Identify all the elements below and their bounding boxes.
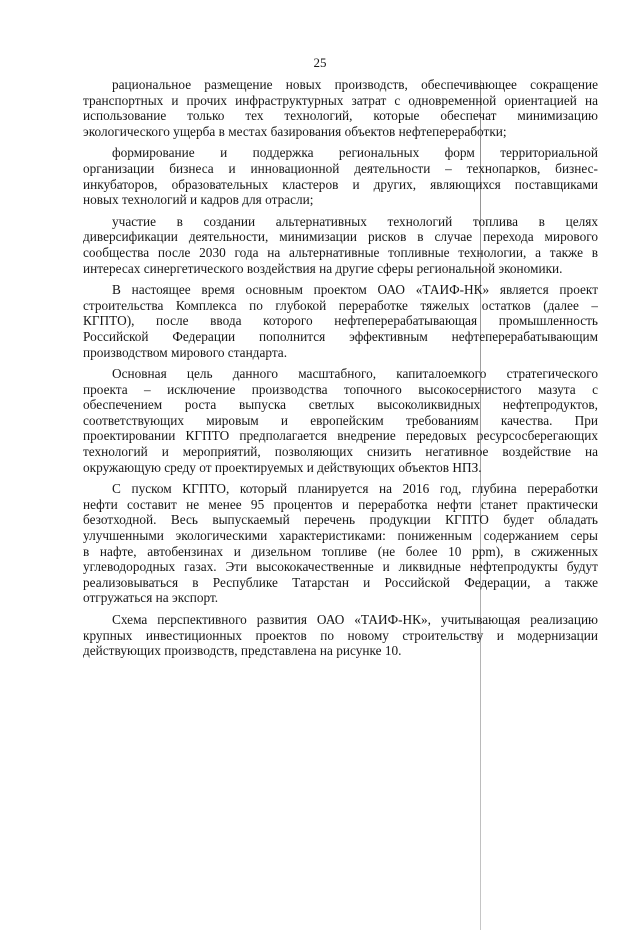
page-number: 25 (313, 55, 327, 70)
text-line: действующих производств, представлена на рисунке 10. (83, 643, 402, 659)
text-line: строительства Комплекса по глубокой переработке тяжелых остатков (далее – (83, 297, 598, 313)
text-line: интересах синергетического воздействия на другие сферы региональной экономики. (83, 260, 563, 276)
text-line: сообщества после 2030 года на альтернативные топливные технологии, а также в (83, 244, 598, 260)
paragraph (83, 612, 598, 659)
text-line: крупных инвестиционных проектов по новому строительству и модернизации (83, 627, 598, 643)
text-line: отгружаться на экспорт. (83, 590, 219, 606)
text-line: формирование и поддержка региональных форм территориальной (112, 145, 598, 161)
document-body (83, 77, 598, 659)
text-line: Основная цель данного масштабного, капиталоемкого стратегического (112, 366, 598, 382)
text-line: производством мирового стандарта. (83, 344, 288, 360)
text-line: обеспечением роста выпуска светлых высоколиквидных нефтепродуктов, (83, 397, 598, 413)
text-line: безотходной. Весь выпускаемый перечень продукции КГПТО будет обладать (83, 512, 598, 528)
text-line: окружающую среду от проектируемых и действующих объектов НПЗ. (83, 459, 482, 475)
paragraph (83, 214, 598, 276)
text-line: экологического ущерба в местах базирования объектов нефтепереработки; (83, 123, 507, 139)
text-line: реализовываться в Республике Татарстан и Российской Федерации, а также (83, 574, 598, 590)
text-line: использование только тех технологий, которые обеспечат минимизацию (83, 108, 598, 124)
text-line: Схема перспективного развития ОАО «ТАИФ-НК», учитывающая реализацию (112, 612, 598, 627)
paragraph (83, 481, 598, 606)
text-line: инкубаторов, образовательных кластеров и других, являющихся поставщиками (83, 176, 598, 192)
text-line: КГПТО), после ввода которого нефтеперерабатывающая промышленность (83, 313, 598, 329)
text-line: В настоящее время основным проектом ОАО «ТАИФ-НК» является проект (112, 282, 598, 298)
text-line: в нафте, автобензинах и дизельном топливе (не более 10 ppm), в сжиженных (83, 543, 598, 559)
text-line: технологий и мероприятий, позволяющих снизить негативное воздействие на (83, 444, 598, 460)
text-line: новых технологий и кадров для отрасли; (83, 192, 314, 208)
text-line: участие в создании альтернативных технологий топлива в целях (112, 213, 598, 229)
text-line: проекта – исключение производства топочного высокосернистого мазута с (83, 381, 598, 397)
text-line: рациональное размещение новых производств, обеспечивающее сокращение (112, 77, 598, 92)
paragraph (83, 145, 598, 207)
text-line: углеводородных газах. Эти высококачественные и ликвидные нефтепродукты будут (83, 559, 598, 575)
text-line: С пуском КГПТО, который планируется на 2016 год, глубина переработки (112, 481, 598, 497)
text-line: соответствующих мировым и европейским требованиям качества. При (83, 412, 598, 428)
text-line: улучшенными экологическими характеристиками: пониженным содержанием серы (83, 528, 598, 544)
text-line: диверсификации деятельности, минимизации рисков в случае перехода мирового (83, 229, 598, 245)
paragraph (83, 366, 598, 475)
text-line: нефти составит не менее 95 процентов и переработка нефти станет практически (83, 496, 598, 512)
text-line: организации бизнеса и инновационной деятельности – технопарков, бизнес- (83, 160, 598, 176)
paragraph (83, 77, 598, 139)
text-line: Российской Федерации пополнится эффективным нефтеперерабатывающим (83, 328, 598, 344)
text-line: проектировании КГПТО предполагается внедрение передовых ресурсосберегающих (83, 428, 598, 444)
paragraph (83, 282, 598, 360)
text-line: транспортных и прочих инфраструктурных затрат с одновременной ориентацией на (83, 92, 598, 108)
